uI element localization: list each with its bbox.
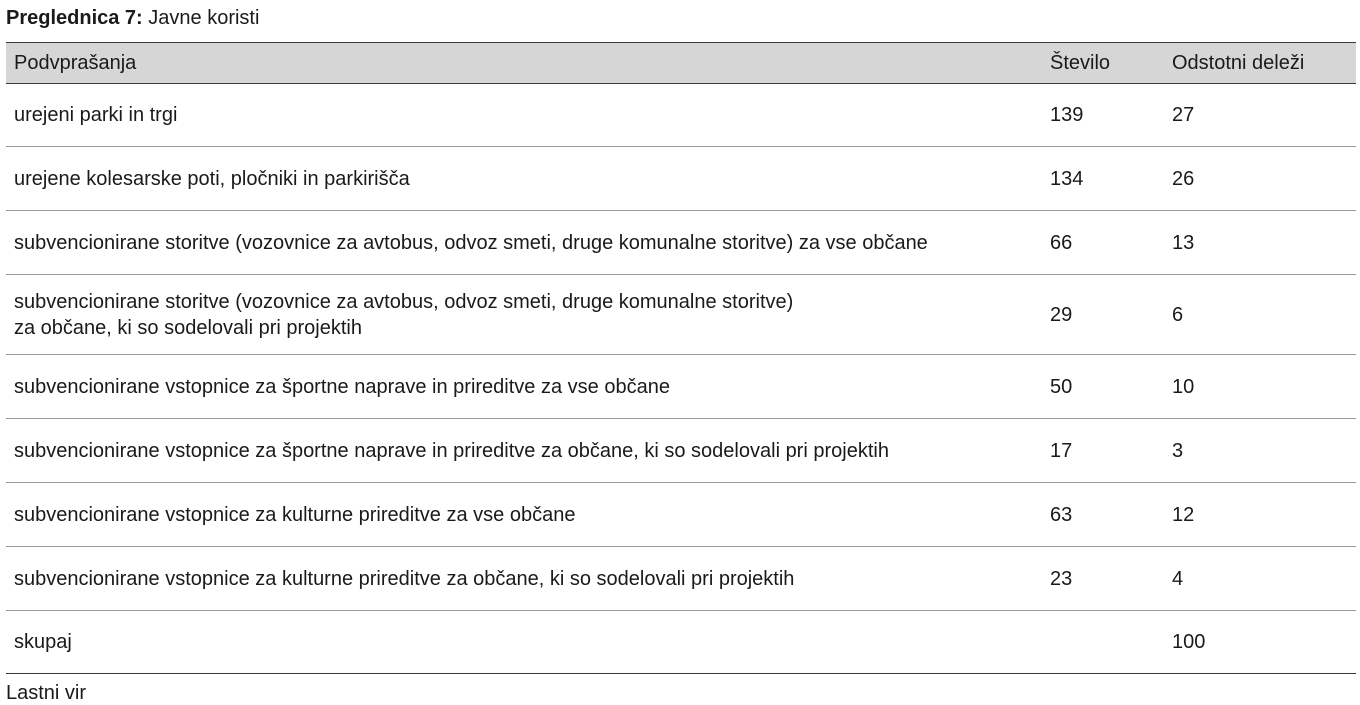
cell-stevilo: 63 [1042, 483, 1164, 547]
cell-stevilo: 17 [1042, 419, 1164, 483]
cell-label: subvencionirane vstopnice za športne naprave in prireditve za vse občane [6, 355, 1042, 419]
cell-stevilo: 23 [1042, 547, 1164, 611]
data-table-container [6, 42, 1356, 674]
table-total-row [6, 611, 1356, 674]
table-row [6, 547, 1356, 611]
table-header-row [6, 43, 1356, 84]
column-header-stevilo: Število [1042, 43, 1164, 84]
cell-stevilo: 29 [1042, 275, 1164, 355]
caption-label: Preglednica 7: [6, 7, 143, 29]
table-row [6, 355, 1356, 419]
cell-delez: 3 [1164, 419, 1356, 483]
cell-label: urejeni parki in trgi [6, 84, 1042, 147]
table-row [6, 84, 1356, 147]
cell-delez: 6 [1164, 275, 1356, 355]
cell-delez: 12 [1164, 483, 1356, 547]
source-note: Lastni vir [6, 682, 87, 704]
column-header-podvprasanja: Podvprašanja [6, 43, 1042, 84]
cell-stevilo: 66 [1042, 211, 1164, 275]
cell-label: subvencionirane storitve (vozovnice za avtobus, odvoz smeti, druge komunalne storitve) za vse občane [6, 211, 1042, 275]
cell-label-line-1: subvencionirane storitve (vozovnice za avtobus, odvoz smeti, druge komunalne storitve) [14, 290, 794, 313]
cell-delez: 13 [1164, 211, 1356, 275]
caption-title: Javne koristi [148, 7, 260, 29]
cell-label: skupaj [6, 611, 1042, 674]
cell-delez: 4 [1164, 547, 1356, 611]
cell-stevilo: 50 [1042, 355, 1164, 419]
cell-stevilo [1042, 611, 1164, 674]
cell-delez: 26 [1164, 147, 1356, 211]
cell-label-line-2: za občane, ki so sodelovali pri projektih [14, 316, 362, 339]
cell-label: subvencionirane vstopnice za kulturne prireditve za občane, ki so sodelovali pri projektih [6, 547, 1042, 611]
cell-label [6, 275, 1042, 355]
table-caption [6, 6, 259, 30]
table-row [6, 275, 1356, 355]
cell-delez: 100 [1164, 611, 1356, 674]
cell-stevilo: 139 [1042, 84, 1164, 147]
cell-delez: 10 [1164, 355, 1356, 419]
cell-label: subvencionirane vstopnice za športne naprave in prireditve za občane, ki so sodelovali pri projektih [6, 419, 1042, 483]
column-header-odstotni-delezi: Odstotni deleži [1164, 43, 1356, 84]
table-row [6, 211, 1356, 275]
data-table [6, 42, 1356, 674]
cell-label: subvencionirane vstopnice za kulturne prireditve za vse občane [6, 483, 1042, 547]
cell-delez: 27 [1164, 84, 1356, 147]
table-row [6, 483, 1356, 547]
cell-label: urejene kolesarske poti, pločniki in parkirišča [6, 147, 1042, 211]
cell-stevilo: 134 [1042, 147, 1164, 211]
table-row [6, 419, 1356, 483]
table-row [6, 147, 1356, 211]
